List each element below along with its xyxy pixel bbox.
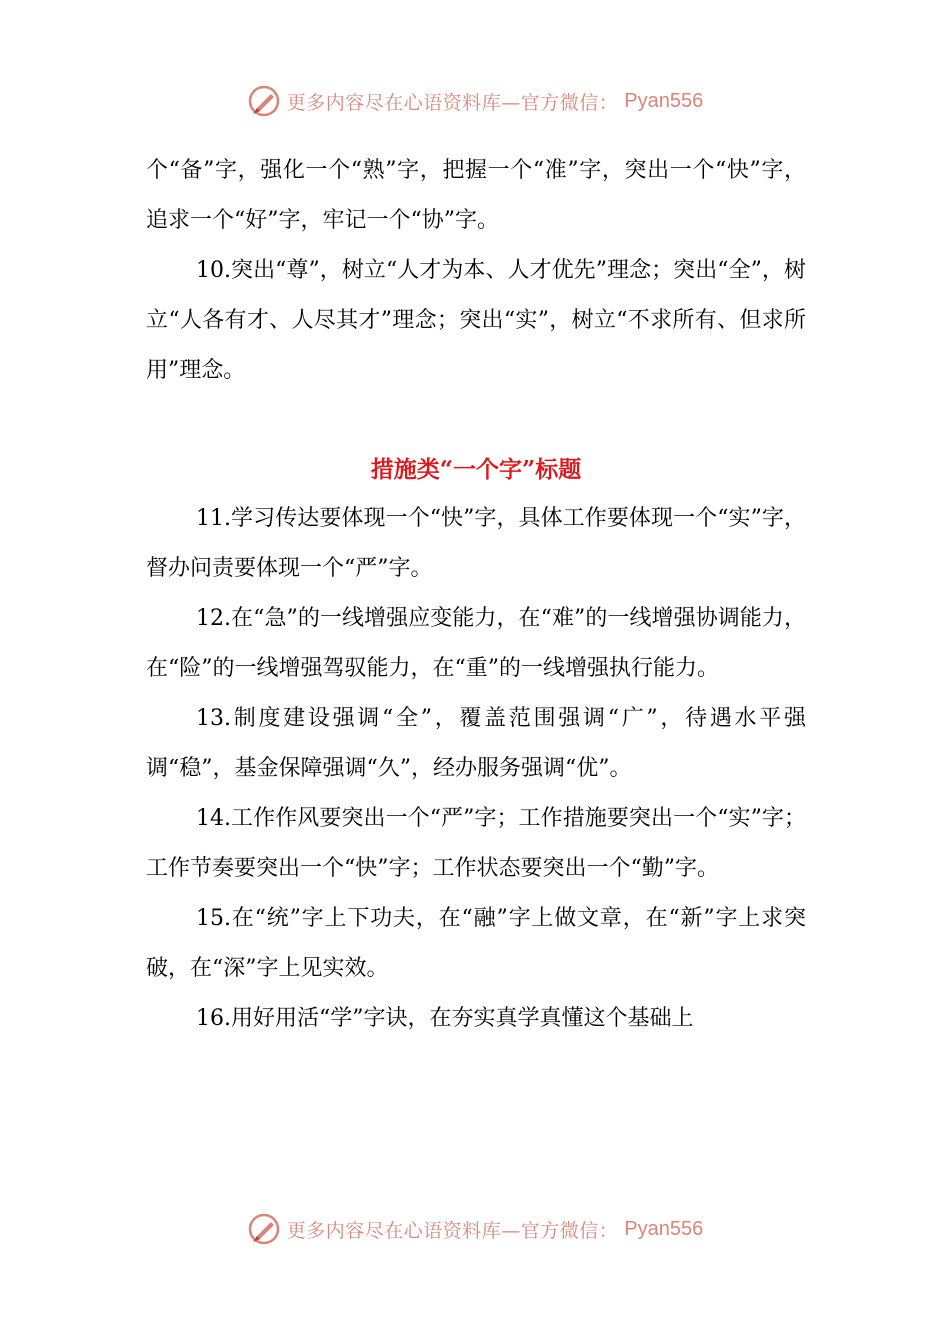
- watermark-id: Pyan556: [624, 1217, 704, 1240]
- paragraph: 13.制度建设强调“全”，覆盖范围强调“广”，待遇水平强调“稳”，基金保障强调“久”，经办服务强调“优”。: [146, 706, 806, 781]
- paragraph: 16.用好用活“学”字诀，在夯实真学真懂这个基础上: [196, 1006, 694, 1031]
- pen-logo-icon: [247, 1212, 281, 1246]
- section-heading: 措施类“一个字”标题: [370, 456, 582, 483]
- paragraph: 10.突出“尊”，树立“人才为本、人才优先”理念；突出“全”，树立“人各有才、人尽其才”理念；突出“实”，树立“不求所有、但求所用”理念。: [146, 258, 806, 383]
- paragraph: 11.学习传达要体现一个“快”字，具体工作要体现一个“实”字，督办问责要体现一个“严”字。: [146, 506, 806, 581]
- watermark-text: 更多内容尽在心语资料库—官方微信：: [286, 91, 619, 114]
- paragraph: 个“备”字，强化一个“熟”字，把握一个“准”字，突出一个“快”字，追求一个“好”字，牢记一个“协”字。: [146, 158, 806, 233]
- document-body: [146, 146, 806, 1044]
- watermark-footer: [0, 1212, 950, 1246]
- paragraph: 15.在“统”字上下功夫，在“融”字上做文章，在“新”字上求突破，在“深”字上见实效。: [146, 906, 806, 981]
- watermark-text: 更多内容尽在心语资料库—官方微信：: [286, 1219, 619, 1242]
- watermark-id: Pyan556: [624, 89, 704, 112]
- paragraph: 14.工作作风要突出一个“严”字；工作措施要突出一个“实”字；工作节奏要突出一个“快”字；工作状态要突出一个“勤”字。: [146, 806, 806, 881]
- paragraph: 12.在“急”的一线增强应变能力，在“难”的一线增强协调能力，在“险”的一线增强驾驭能力，在“重”的一线增强执行能力。: [146, 606, 806, 681]
- pen-logo-icon: [247, 84, 281, 118]
- watermark-header: [0, 84, 950, 118]
